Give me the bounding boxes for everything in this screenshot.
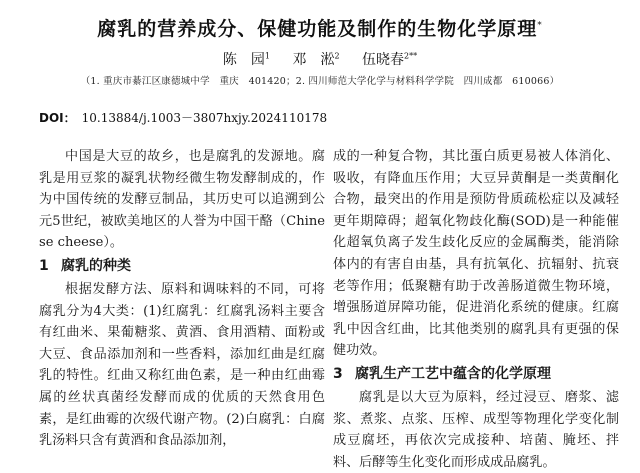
health-function-paragraph: 成的一种复合物，其比蛋白质更易被人体消化、吸收，有降血压作用；大豆异黄酮是一类黄酮化合物，最突出的作用是预防骨质疏松症以及减轻更年期障碍；超氧化物歧化酶(SOD)是一种能催化超氧负离子发生歧化反应的金属酶类，能消除体内的有害自由基，具有抗氧化、抗辐射、抗衰老等作用；低聚糖有助于改善肠道微生物环境，增强肠道屏障功能，促进消化系统的健康。红腐乳中因含红曲，比其他类别的腐乳具有更强的保健功效。 — [333, 149, 619, 359]
title-footnote-mark: * — [537, 20, 543, 31]
author-2: 邓 淞$^2$ — [292, 51, 340, 68]
section-title: 腐乳生产工艺中蕴含的化学原理 — [355, 365, 551, 382]
article-title-text: 腐乳的营养成分、保健功能及制作的生物化学原理 — [97, 18, 538, 40]
section1-paragraph: 根据发酵方法、原料和调味料的不同，可将腐乳分为4大类：(1)红腐乳：红腐乳汤料主要含有红曲米、果葡糖浆、黄酒、食用酒精、面粉或大豆、食品添加剂和一些香料，添加红曲是红腐乳的特性。红曲又称红曲色素，是一种由红曲霉属的丝状真菌经发酵而成的优质的天然食用色素，是红曲霉的次级代谢产物。(2)白腐乳：白腐乳汤料只含有黄酒和食品添加剂， — [39, 281, 325, 449]
section-number: 1 — [39, 257, 49, 274]
intro-paragraph: 中国是大豆的故乡，也是腐乳的发源地。腐乳是用豆浆的凝乳状物经微生物发酵制成的，作为中国传统的发酵豆制品，其历史可以追溯到公元5世纪，被欧美地区的人誉为中国干酪（Chinese cheese）。 — [39, 149, 325, 251]
section-heading-1 — [39, 256, 325, 277]
author-list — [0, 49, 640, 69]
section3-paragraph: 腐乳是以大豆为原料，经过浸豆、磨浆、滤浆、煮浆、点浆、压榨、成型等物理化学变化制成豆腐坯，再依次完成接种、培菌、腌坯、拌料、后酵等生化变化而形成成品腐乳。 — [333, 389, 619, 470]
doi-label: DOI： — [39, 111, 76, 125]
author-3: 伍晓春$^{2**}$ — [362, 51, 418, 68]
author-1: 陈 园$^1$ — [222, 51, 270, 68]
doi-value: 10.13884/j.1003－3807hxjy.2024110178 — [81, 111, 328, 125]
section-number: 3 — [333, 365, 343, 382]
affiliation: （1. 重庆市綦江区康德城中学 重庆 401420；2. 四川师范大学化学与材料科学学院 四川成都 610066） — [80, 76, 560, 87]
section-title: 腐乳的种类 — [61, 257, 131, 274]
section-heading-3 — [333, 364, 619, 385]
article-title — [0, 14, 640, 41]
right-column — [333, 146, 619, 473]
doi-line — [39, 109, 327, 126]
left-column — [39, 146, 325, 452]
